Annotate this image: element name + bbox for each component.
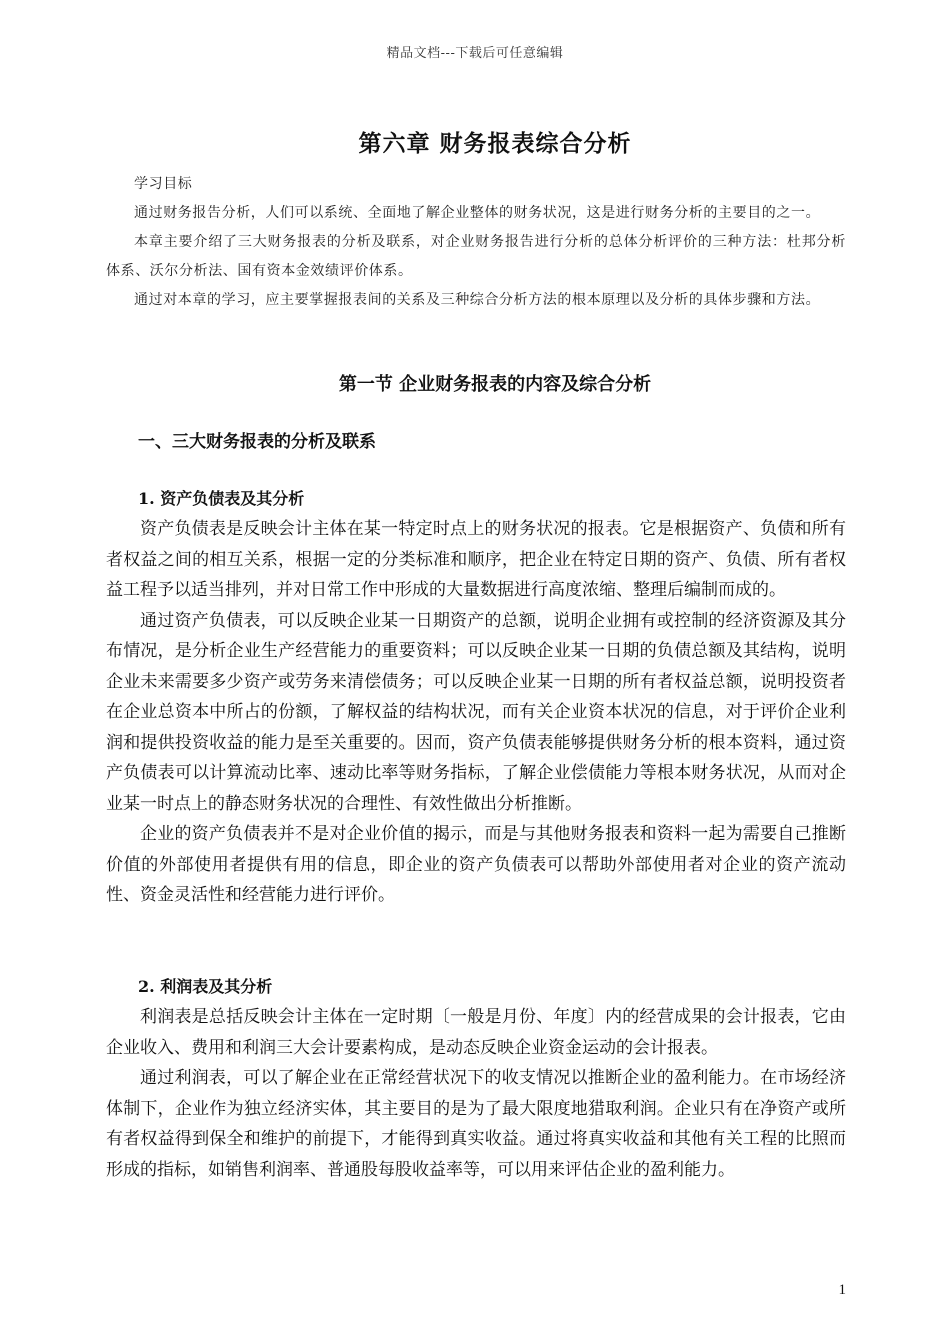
income-statement-section	[106, 972, 846, 1185]
intro-paragraph: 通过对本章的学习，应主要掌握报表间的关系及三种综合分析方法的根本原理以及分析的具体步骤和方法。	[134, 292, 821, 308]
learning-objectives-heading: 学习目标	[134, 176, 193, 192]
intro-paragraph: 通过财务报告分析，人们可以系统、全面地了解企业整体的财务状况，这是进行财务分析的主要目的之一。	[134, 205, 821, 221]
learning-objectives	[106, 170, 846, 315]
income-statement-heading: 2. 利润表及其分析	[138, 977, 273, 996]
balance-sheet-section	[106, 484, 846, 911]
section-title: 第一节 企业财务报表的内容及综合分析	[338, 374, 652, 395]
body-paragraph: 企业的资产负债表并不是对企业价值的揭示，而是与其他财务报表和资料一起为需要自己推断价值的外部使用者提供有用的信息，即企业的资产负债表可以帮助外部使用者对企业的资产流动性、资金灵活性和经营能力进行评价。	[106, 824, 846, 905]
header-note: 精品文档---下载后可任意编辑	[386, 46, 564, 61]
body-paragraph: 通过资产负债表，可以反映企业某一日期资产的总额，说明企业拥有或控制的经济资源及其分布情况，是分析企业生产经营能力的重要资料；可以反映企业某一日期的负债总额及其结构，说明企业未来需要多少资产或劳务来清偿债务；可以反映企业某一日期的所有者权益总额，说明投资者在企业总资本中所占的份额，了解权益的结构状况，而有关企业资本状况的信息，对于评价企业利润和提供投资收益的能力是至关重要的。因而，资产负债表能够提供财务分析的根本资料，通过资产负债表可以计算流动比率、速动比率等财务指标，了解企业偿债能力等根本财务状况，从而对企业某一时点上的静态财务状况的合理性、有效性做出分析推断。	[106, 610, 846, 814]
body-paragraph: 通过利润表，可以了解企业在正常经营状况下的收支情况以推断企业的盈利能力。在市场经济体制下，企业作为独立经济实体，其主要目的是为了最大限度地猎取利润。企业只有在净资产或所有者权益得到保全和维护的前提下，才能得到真实收益。通过将真实收益和其他有关工程的比照而形成的指标，如销售利润率、普通股每股收益率等，可以用来评估企业的盈利能力。	[106, 1068, 846, 1180]
intro-paragraph: 本章主要介绍了三大财务报表的分析及联系，对企业财务报告进行分析的总体分析评价的三种方法：杜邦分析体系、沃尔分析法、国有资本金效绩评价体系。	[106, 234, 846, 279]
body-paragraph: 资产负债表是反映会计主体在某一特定时点上的财务状况的报表。它是根据资产、负债和所有者权益之间的相互关系，根据一定的分类标准和顺序，把企业在特定日期的资产、负债、所有者权益工程予以适当排列，并对日常工作中形成的大量数据进行高度浓缩、整理后编制而成的。	[106, 519, 846, 600]
chapter-title: 第六章 财务报表综合分析	[358, 130, 632, 157]
balance-sheet-heading: 1. 资产负债表及其分析	[138, 489, 305, 508]
page-number: 1	[838, 1282, 846, 1298]
body-paragraph: 利润表是总括反映会计主体在一定时期〔一般是月份、年度〕内的经营成果的会计报表，它由企业收入、费用和利润三大会计要素构成，是动态反映企业资金运动的会计报表。	[106, 1007, 846, 1058]
subsection-title: 一、三大财务报表的分析及联系	[138, 432, 376, 452]
